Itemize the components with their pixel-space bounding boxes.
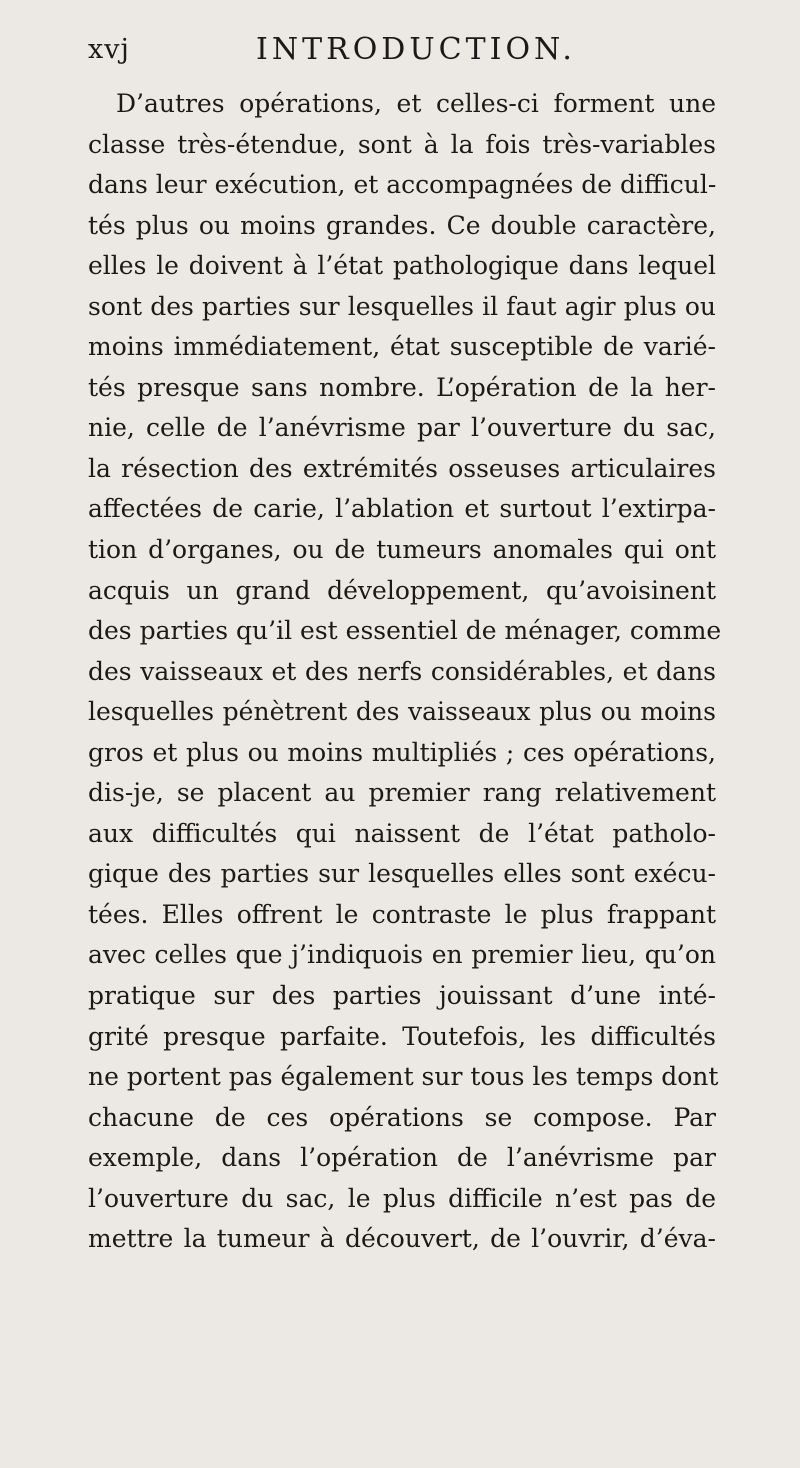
text-line: classe très-étendue, sont à la fois très-variables xyxy=(88,129,716,159)
text-line: affectées de carie, l’ablation et surtout l’extirpa- xyxy=(88,494,716,524)
running-title: INTRODUCTION. xyxy=(256,32,576,67)
text-line: acquis un grand développement, qu’avoisinent xyxy=(88,575,716,605)
text-line: nie, celle de l’anévrisme par l’ouverture du sac, xyxy=(88,413,716,443)
text-line: dans leur exécution, et accompagnées de difficul- xyxy=(88,170,717,200)
text-line: exemple, dans l’opération de l’anévrisme par xyxy=(88,1143,716,1173)
text-line: des parties qu’il est essentiel de ménager, comme xyxy=(88,616,722,646)
text-line: mettre la tumeur à découvert, de l’ouvrir, d’éva- xyxy=(88,1224,716,1254)
text-line: gros et plus ou moins multipliés ; ces opérations, xyxy=(88,737,716,767)
text-line: des vaisseaux et des nerfs considérables, et dans xyxy=(88,656,716,686)
text-line: gique des parties sur lesquelles elles sont exécu- xyxy=(88,859,716,889)
text-line: pratique sur des parties jouissant d’une inté- xyxy=(88,981,716,1011)
text-line: grité presque parfaite. Toutefois, les difficultés xyxy=(88,1021,716,1051)
page-number: xvj xyxy=(88,34,130,65)
text-line: elles le doivent à l’état pathologique dans lequel xyxy=(88,251,716,281)
text-line: avec celles que j’indiquois en premier lieu, qu’on xyxy=(88,940,716,970)
text-line: moins immédiatement, état susceptible de varié- xyxy=(88,332,716,362)
text-line: l’ouverture du sac, le plus difficile n’est pas de xyxy=(88,1183,716,1213)
text-line: aux difficultés qui naissent de l’état patholo- xyxy=(88,818,716,848)
text-line: la résection des extrémités osseuses articulaires xyxy=(88,453,716,483)
text-line: tés presque sans nombre. L’opération de la her- xyxy=(88,372,716,402)
text-line: D’autres opérations, et celles-ci forment une xyxy=(116,89,716,118)
text-line: tées. Elles offrent le contraste le plus frappant xyxy=(88,899,716,929)
text-line: tion d’organes, ou de tumeurs anomales qui ont xyxy=(88,535,716,565)
text-line: ne portent pas également sur tous les temps dont xyxy=(88,1062,719,1092)
text-line: chacune de ces opérations se compose. Par xyxy=(88,1102,716,1132)
text-line: lesquelles pénètrent des vaisseaux plus ou moins xyxy=(88,697,716,727)
body-paragraph xyxy=(88,84,722,1260)
text-line: dis-je, se placent au premier rang relativement xyxy=(88,778,716,808)
running-head xyxy=(88,28,728,72)
text-line: tés plus ou moins grandes. Ce double caractère, xyxy=(88,210,716,240)
text-line: sont des parties sur lesquelles il faut agir plus ou xyxy=(88,291,716,321)
